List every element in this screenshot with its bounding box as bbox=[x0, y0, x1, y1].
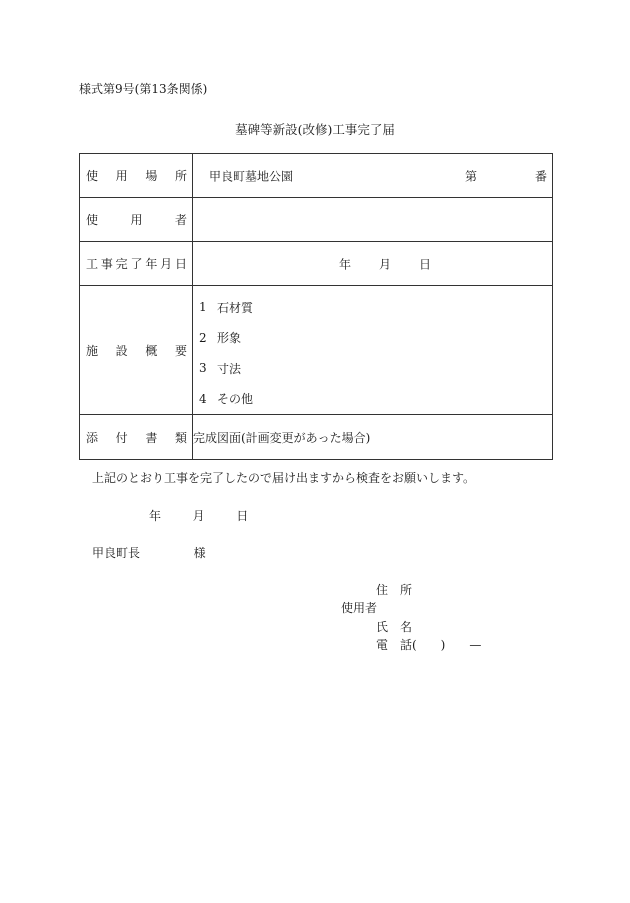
role-label: 使用者 bbox=[341, 601, 378, 616]
item-text: 石材質 bbox=[217, 300, 254, 315]
label-char: 日 bbox=[174, 257, 187, 271]
label-char: 類 bbox=[174, 430, 187, 445]
label-char: 事 bbox=[100, 257, 113, 271]
item-number: 3 bbox=[199, 361, 207, 376]
table-row-overview bbox=[80, 286, 553, 415]
form-number: 様式第9号(第13条関係) bbox=[79, 82, 208, 96]
list-item bbox=[199, 384, 552, 415]
label-char: 完 bbox=[115, 257, 128, 271]
month-label: 月 bbox=[379, 257, 392, 271]
item-text: 形象 bbox=[217, 331, 242, 346]
addressee-name: 甲良町長 bbox=[92, 546, 141, 560]
addressee-honorific: 様 bbox=[193, 546, 206, 560]
overview-label bbox=[80, 286, 193, 415]
item-number: 2 bbox=[199, 330, 207, 345]
label-char: 施 bbox=[86, 343, 99, 358]
applicant-block bbox=[341, 580, 481, 654]
year-label: 年 bbox=[149, 509, 162, 523]
label-char: 工 bbox=[86, 257, 99, 271]
label-char: 月 bbox=[160, 257, 173, 271]
completion-date-field[interactable] bbox=[193, 242, 553, 286]
spacer bbox=[391, 255, 419, 272]
list-item bbox=[199, 353, 552, 384]
label-char: 概 bbox=[145, 343, 158, 358]
label-char: 使 bbox=[86, 169, 99, 183]
item-text: その他 bbox=[217, 392, 254, 407]
location-value: 甲良町墓地公園 bbox=[209, 169, 294, 183]
table-row-location bbox=[80, 154, 553, 198]
label-char: 所 bbox=[174, 169, 187, 183]
item-number: 1 bbox=[199, 300, 207, 315]
day-label: 日 bbox=[419, 257, 432, 271]
page-title: 墓碑等新設(改修)工事完了届 bbox=[235, 122, 395, 137]
attachments-value: 完成図面(計画変更があった場合) bbox=[193, 415, 553, 460]
label-char: 書 bbox=[145, 430, 158, 445]
table-row-completion-date bbox=[80, 242, 553, 286]
label-char: 用 bbox=[130, 213, 143, 227]
label-char: 用 bbox=[115, 169, 128, 183]
day-label: 日 bbox=[236, 509, 249, 523]
month-label: 月 bbox=[192, 509, 205, 523]
label-char: 者 bbox=[174, 213, 187, 227]
addressee bbox=[92, 544, 206, 561]
statement-text: 上記のとおり工事を完了したので届け出ますから検査をお願いします。 bbox=[92, 471, 476, 485]
label-char: 了 bbox=[130, 257, 143, 271]
table-row-user bbox=[80, 198, 553, 242]
label-char: 添 bbox=[86, 430, 99, 445]
phone-label: 電 話( ) — bbox=[376, 638, 482, 653]
plot-number-label bbox=[465, 167, 547, 184]
item-number: 4 bbox=[199, 391, 207, 406]
location-label bbox=[80, 154, 193, 198]
label-char: 要 bbox=[174, 343, 187, 358]
year-label: 年 bbox=[339, 257, 352, 271]
spacer bbox=[351, 255, 379, 272]
name-line[interactable] bbox=[341, 617, 481, 636]
number-suffix: 番 bbox=[534, 169, 547, 183]
user-label bbox=[80, 198, 193, 242]
label-char: 設 bbox=[115, 343, 128, 358]
address-label: 住 所 bbox=[376, 582, 413, 597]
attachments-label bbox=[80, 415, 193, 460]
completion-date-parts bbox=[339, 255, 431, 272]
number-prefix: 第 bbox=[465, 169, 478, 183]
list-item bbox=[199, 292, 552, 323]
table-row-attachments bbox=[80, 415, 553, 460]
address-line[interactable] bbox=[341, 580, 481, 599]
phone-line[interactable] bbox=[341, 636, 481, 655]
label-char: 年 bbox=[145, 257, 158, 271]
item-text: 寸法 bbox=[217, 361, 242, 376]
form-table bbox=[79, 153, 553, 460]
label-char: 使 bbox=[86, 213, 99, 227]
list-item bbox=[199, 323, 552, 354]
overview-value-cell[interactable] bbox=[193, 286, 553, 415]
overview-list bbox=[193, 286, 552, 414]
name-label: 氏 名 bbox=[376, 619, 413, 634]
user-value-field[interactable] bbox=[193, 198, 553, 242]
location-value-cell[interactable] bbox=[193, 154, 553, 198]
submission-date[interactable] bbox=[149, 507, 248, 524]
completion-date-label bbox=[80, 242, 193, 286]
label-char: 場 bbox=[145, 169, 158, 183]
role-line bbox=[341, 599, 481, 618]
label-char: 付 bbox=[115, 430, 128, 445]
